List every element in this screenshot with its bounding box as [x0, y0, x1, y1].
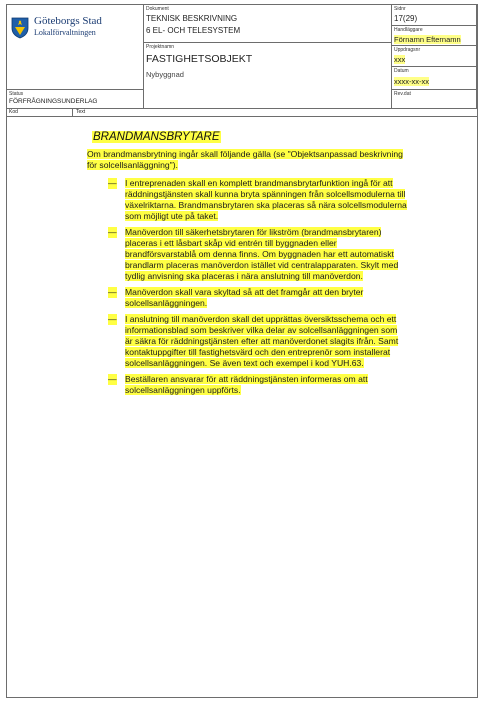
handler-cell	[392, 26, 477, 46]
bullet-dash: —	[108, 314, 117, 324]
assignment-number: xxx	[394, 55, 406, 64]
section-heading: BRANDMANSBRYTARE	[93, 131, 220, 143]
goteborgs-stad-logo	[10, 13, 140, 43]
project-label: Projektnamn	[146, 44, 175, 50]
list-item-text: I entreprenaden skall en komplett brandmansbrytarfunktion ingå för att räddningstjänsten skall kunna bryta spänningen från solcellsmodulerna till växelriktarna. Brandmansbrytaren ska placeras så nära solcellsmodulerna som möjligt ute på taket.	[125, 178, 407, 221]
list-item	[87, 227, 407, 282]
status-value: FÖRFRÅGNINGSUNDERLAG	[9, 98, 98, 105]
logo-name: Göteborgs Stad	[34, 15, 102, 27]
page-number-cell	[392, 5, 477, 26]
page-number: 17(29)	[394, 14, 418, 23]
status-cell	[7, 90, 144, 109]
bullet-dash: —	[108, 178, 117, 188]
document-label: Dokument	[146, 6, 169, 12]
date-value: xxxx-xx-xx	[394, 77, 429, 86]
list-item-text: Manöverdon skall vara skyltad så att det framgår att den bryter solcellsanläggningen.	[125, 287, 364, 308]
status-label: Status	[9, 91, 24, 97]
crest-icon	[10, 15, 30, 39]
document-page	[6, 4, 478, 698]
document-body	[87, 127, 407, 401]
requirement-list	[87, 178, 407, 396]
project-sub: Nybyggnad	[146, 70, 184, 79]
assignment-cell	[392, 46, 477, 67]
project-cell	[144, 43, 392, 109]
logo-cell	[7, 5, 144, 90]
bullet-dash: —	[108, 227, 117, 237]
title-block	[7, 5, 477, 109]
assignment-label: Uppdragsnr	[394, 47, 421, 53]
revision-label: Rev.dat	[394, 91, 411, 97]
handler-label: Handläggare	[394, 27, 423, 33]
list-item-text: Manöverdon till säkerhetsbrytaren för likström (brandmansbrytaren) placeras i ett låsbart skåp vid entrén till byggnaden eller brandförsvarstablå om denna finns. Om byggnaden har ett automatiskt brandlarm placeras manöverdon istället vid centralapparaten. Skylt med tydlig anvisning ska placeras i nära anslutning till manöverdon.	[125, 227, 399, 281]
list-item	[87, 178, 407, 222]
intro-text: Om brandmansbrytning ingår skall följande gälla (se "Objektsanpassad beskrivning för solcellsanläggning").	[87, 149, 403, 170]
code-text-row	[7, 109, 477, 117]
page-number-label: Sidnr	[394, 6, 406, 12]
list-item-text: Beställaren ansvarar för att räddningstjänsten informeras om att solcellsanläggningen uppförts.	[125, 374, 368, 395]
date-cell	[392, 67, 477, 90]
list-item-text: I anslutning till manöverdon skall det upprättas översiktsschema och ett informationsblad som beskriver vilka delar av solcellsanläggningen som är säkra för räddningstjänsten efter att manöverdonet slagits ifrån. Samt kontaktuppgifter till fastighetsvärd och den entreprenör som installerat solcellsanläggningen. Se även text och exempel i kod YUH.63.	[125, 314, 399, 368]
project-name: FASTIGHETSOBJEKT	[146, 53, 253, 65]
list-item	[87, 314, 407, 369]
logo-subtitle: Lokalförvaltningen	[34, 28, 96, 37]
list-item	[87, 374, 407, 396]
document-cell	[144, 5, 392, 43]
date-label: Datum	[394, 68, 409, 74]
bullet-dash: —	[108, 374, 117, 384]
text-label: Text	[76, 109, 86, 115]
intro-paragraph	[87, 149, 407, 171]
bullet-dash: —	[108, 287, 117, 297]
handler-name: Förnamn Efternamn	[394, 35, 461, 44]
revision-cell	[392, 90, 477, 109]
document-title: TEKNISK BESKRIVNING	[146, 14, 238, 23]
document-subtitle: 6 EL- OCH TELESYSTEM	[146, 26, 241, 35]
list-item	[87, 287, 407, 309]
code-label: Kod	[9, 109, 18, 115]
